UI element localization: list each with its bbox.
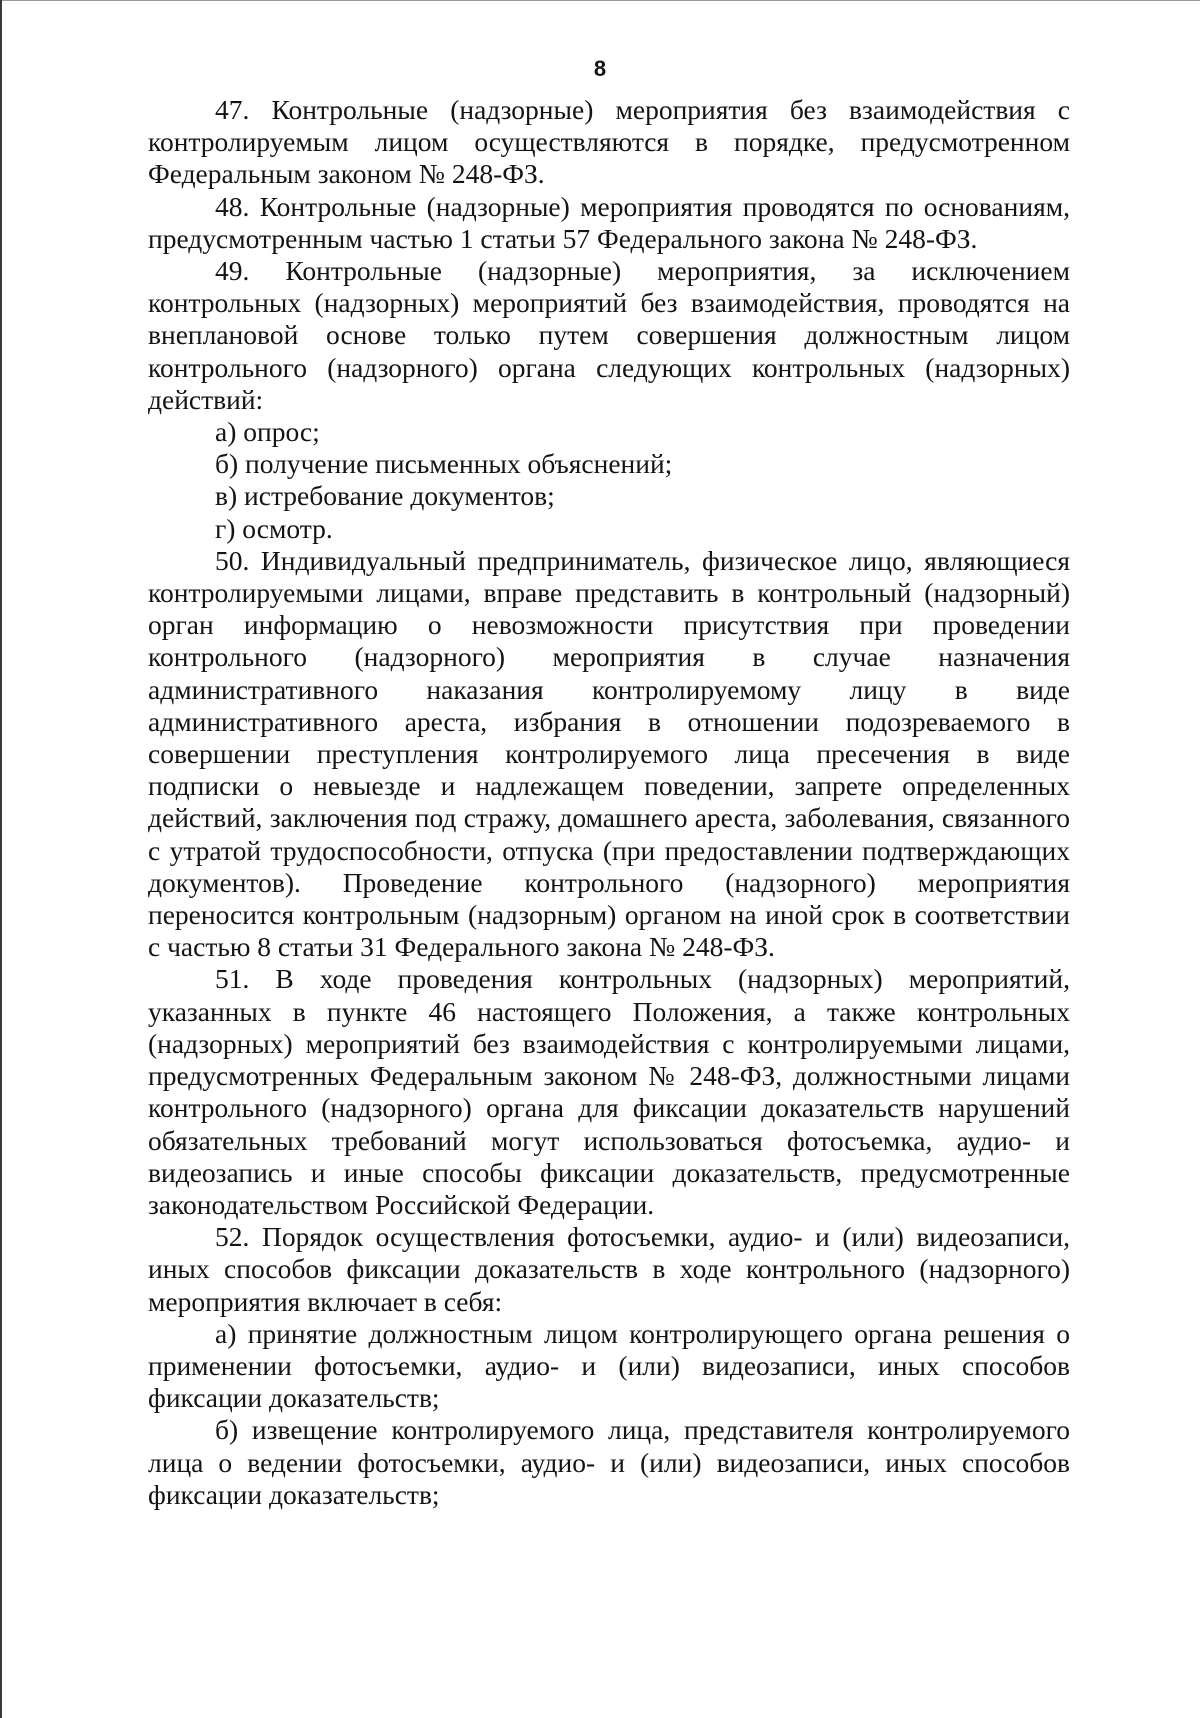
paragraph-48: 48. Контрольные (надзорные) мероприятия проводятся по основаниям, предусмотренным частью 1 статьи 57 Федерального закона № 248-ФЗ. (148, 190, 1070, 254)
document-body (148, 94, 1070, 1511)
list-item-49d: г) осмотр. (215, 512, 333, 544)
scan-edge-left (0, 0, 2, 1718)
page-number: 8 (593, 56, 607, 81)
list-item-52a: а) принятие должностным лицом контролирующего органа решения о применении фотосъемки, аудио- и (или) видеозаписи, иных способов фиксации доказательств; (148, 1317, 1070, 1414)
paragraph-47: 47. Контрольные (надзорные) мероприятия без взаимодействия с контролируемым лицом осуществляются в порядке, предусмотренном Федеральным законом № 248-ФЗ. (148, 94, 1070, 190)
list-item-52b: б) извещение контролируемого лица, представителя контролируемого лица о ведении фотосъемки, аудио- и (или) видеозаписи, иных способов фиксации доказательств; (148, 1414, 1070, 1510)
paragraph-49: 49. Контрольные (надзорные) мероприятия, за исключением контрольных (надзорных) мероприятий без взаимодействия, проводятся на внеплановой основе только путем совершения должностным лицом контрольного (надзорного) органа следующих контрольных (надзорных) действий: (148, 255, 1070, 415)
paragraph-50: 50. Индивидуальный предприниматель, физическое лицо, являющиеся контролируемыми лицами, вправе представить в контрольный (надзорный) орган информацию о невозможности присутствия при проведении контрольного (надзорного) мероприятия в случае назначения административного наказания контролируемому лицу в виде административного ареста, избрания в отношении подозреваемого в совершении преступления контролируемого лица пресечения в виде подписки о невыезде и надлежащем поведении, запрете определенных действий, заключения под стражу, домашнего ареста, заболевания, связанного с утратой трудоспособности, отпуска (при предоставлении подтверждающих документов). Проведение контрольного (надзорного) мероприятия переносится контрольным (надзорным) органом на иной срок в соответствии с частью 8 статьи 31 Федерального закона № 248-ФЗ. (148, 544, 1070, 963)
scan-edge-top (0, 0, 1200, 1)
paragraph-51: 51. В ходе проведения контрольных (надзорных) мероприятий, указанных в пункте 46 настоящего Положения, а также контрольных (надзорных) мероприятий без взаимодействия с контролируемыми лицами, предусмотренных Федеральным законом № 248-ФЗ, должностными лицами контрольного (надзорного) органа для фиксации доказательств нарушений обязательных требований могут использоваться фотосъемка, аудио- и видеозапись и иные способы фиксации доказательств, предусмотренные законодательством Российской Федерации. (148, 963, 1070, 1220)
list-item-49a: а) опрос; (215, 416, 320, 448)
list-item-49c: в) истребование документов; (215, 480, 555, 512)
list-item-49b: б) получение письменных объяснений; (215, 448, 673, 480)
paragraph-52: 52. Порядок осуществления фотосъемки, аудио- и (или) видеозаписи, иных способов фиксации доказательств в ходе контрольного (надзорного) мероприятия включает в себя: (148, 1221, 1070, 1317)
